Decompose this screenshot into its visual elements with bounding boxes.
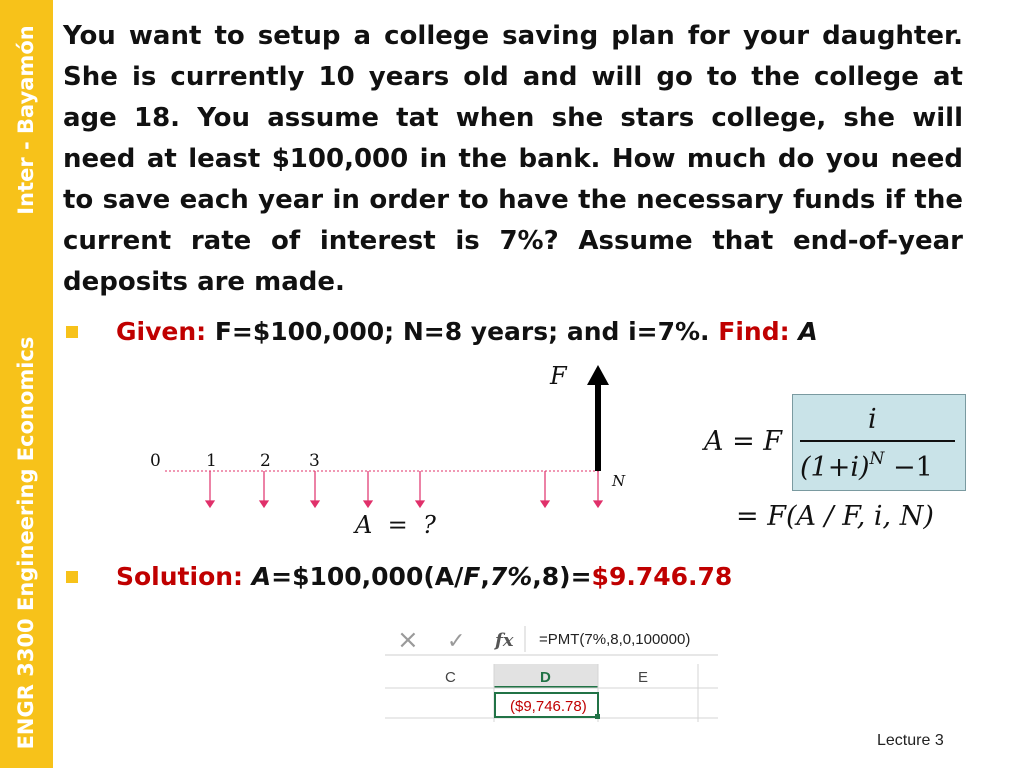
annuity-label: A = ?	[355, 511, 436, 539]
period-label-0: 0	[150, 451, 161, 471]
solution-expr-mid: ,	[480, 562, 490, 591]
period-label-2: 2	[260, 451, 271, 471]
given-label: Given:	[116, 317, 207, 346]
formula-denominator-tail: −1	[884, 452, 933, 483]
bullet-square-icon	[66, 326, 78, 338]
find-value: A	[798, 317, 818, 346]
period-label-1: 1	[206, 451, 217, 471]
given-content	[116, 317, 818, 346]
column-header-c[interactable]: C	[445, 669, 456, 686]
solution-expr-a: =$100,000(A/	[271, 562, 464, 591]
solution-expr-f: F	[463, 562, 481, 591]
sinking-fund-formula	[700, 390, 1000, 540]
formula-lhs: A = F	[704, 426, 783, 457]
footer-lecture: Lecture 3	[877, 732, 944, 749]
fill-handle[interactable]	[595, 714, 600, 719]
solution-result: $9.746.78	[591, 562, 733, 591]
solution-content	[116, 562, 732, 591]
formula-numerator: i	[868, 404, 877, 435]
formula-denominator-base: (1+i)	[800, 452, 870, 483]
cash-flow-diagram	[130, 355, 660, 545]
cancel-icon[interactable]: ×	[397, 625, 419, 655]
cell-d-value[interactable]: ($9,746.78)	[510, 698, 587, 715]
sidebar-bottom-text: ENGR 3300 Engineering Economics	[14, 336, 38, 750]
formula-bar-text[interactable]: =PMT(7%,8,0,100000)	[539, 631, 691, 648]
sidebar	[0, 0, 53, 768]
excel-snippet	[385, 622, 718, 722]
period-label-3: 3	[309, 451, 320, 471]
given-values: F=$100,000; N=8 years; and i=7%.	[206, 317, 710, 346]
solution-expr-end: ,8)=	[532, 562, 592, 591]
annuity-arrows	[206, 471, 602, 507]
fx-icon[interactable]: fx	[495, 630, 514, 651]
formula-denominator-exp: N	[869, 449, 885, 469]
period-label-n: N	[612, 472, 626, 490]
problem-statement: You want to setup a college saving plan for your daughter. She is currently 10 years old and will go to the college at age 18. You assume tat when she stars college, she will need at least $100,000 in the bank. How much do you need to save each year in order to have the necessary funds if the current rate of interest is 7%? Assume that end-of-year deposits are made.	[63, 21, 963, 297]
future-value-arrow-head	[587, 365, 609, 385]
column-header-d[interactable]: D	[540, 669, 551, 686]
find-label: Find:	[718, 317, 790, 346]
solution-variable: A	[251, 562, 272, 591]
enter-icon[interactable]: ✓	[447, 629, 466, 654]
formula-second-line: = F(A / F, i, N)	[736, 501, 934, 532]
sidebar-top-text: Inter - Bayamón	[14, 25, 38, 215]
formula-denominator	[800, 449, 933, 483]
future-value-label: F	[550, 362, 567, 390]
bullet-square-icon	[66, 571, 78, 583]
solution-label: Solution:	[116, 562, 244, 591]
column-header-e[interactable]: E	[638, 669, 649, 686]
solution-expr-rate: 7%	[489, 562, 533, 591]
